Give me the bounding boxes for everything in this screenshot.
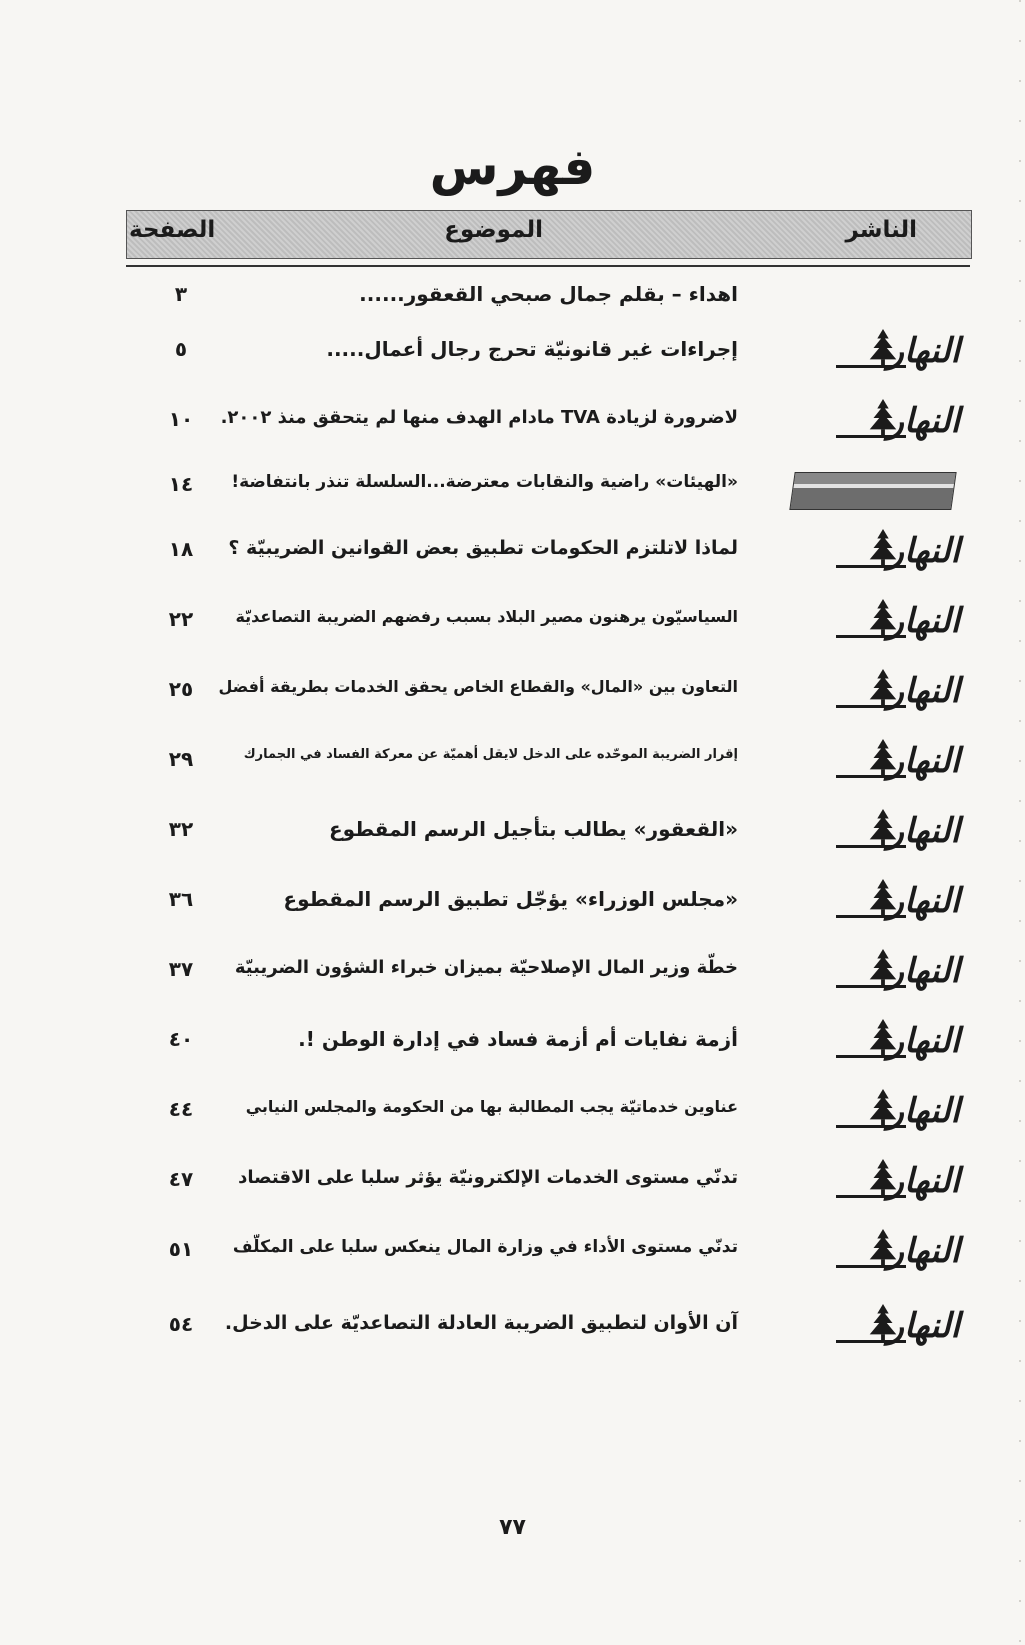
page-cell: ٥١ — [168, 1237, 194, 1261]
topic-cell: تدنّي مستوى الأداء في وزارة المال ينعكس سلبا على المكلّف — [232, 1237, 738, 1257]
table-row — [126, 875, 970, 935]
publisher-logo-text: النهار — [887, 1091, 960, 1131]
table-row — [126, 595, 970, 655]
page-cell: ٣٦ — [168, 887, 194, 911]
publisher-cell — [794, 527, 964, 577]
publisher-logo-text: النهار — [887, 401, 960, 441]
topic-cell: «الهيئات» راضية والنقابات معترضة...السلسلة تنذر بانتفاضة! — [231, 472, 738, 492]
publisher-cell — [794, 877, 964, 927]
publisher-logo-text: النهار — [887, 601, 960, 641]
topic-cell: تدنّي مستوى الخدمات الإلكترونيّة يؤثر سلبا على الاقتصاد — [238, 1167, 738, 1188]
topic-cell: «القعقور» يطالب بتأجيل الرسم المقطوع — [329, 817, 738, 841]
table-row — [126, 1085, 970, 1145]
publisher-logo-text: النهار — [887, 531, 960, 571]
table-row — [126, 1155, 970, 1215]
topic-cell: التعاون بين «المال» والقطاع الخاص يحقق الخدمات بطريقة أفضل — [218, 677, 738, 696]
topic-cell: إجراءات غير قانونيّة تحرج رجال أعمال..... — [326, 337, 738, 361]
header-page: الصفحة — [129, 217, 216, 243]
publisher-logo-text: النهار — [887, 1021, 960, 1061]
publisher-cell — [794, 1157, 964, 1207]
topic-cell: «مجلس الوزراء» يؤجّل تطبيق الرسم المقطوع — [283, 887, 738, 911]
publisher-cell — [794, 947, 964, 997]
publisher-cell — [794, 272, 964, 322]
topic-cell: آن الأوان لتطبيق الضريبة العادلة التصاعديّة على الدخل. — [224, 1312, 738, 1334]
topic-cell: السياسيّون يرهنون مصير البلاد بسبب رفضهم الضريبة التصاعديّة — [235, 607, 738, 626]
page-cell: ١٨ — [168, 537, 194, 561]
topic-cell: خطّة وزير المال الإصلاحيّة بميزان خبراء الشؤون الضريبيّة — [234, 957, 738, 978]
header-topic: الموضوع — [444, 217, 543, 243]
publisher-logo-text: النهار — [887, 741, 960, 781]
publisher-logo-text: النهار — [887, 1231, 960, 1271]
newspaper-masthead-image — [789, 472, 956, 510]
table-row — [126, 805, 970, 865]
publisher-logo-text: النهار — [887, 811, 960, 851]
page-cell: ٤٤ — [168, 1097, 194, 1121]
page-cell: ١٠ — [168, 407, 194, 431]
publisher-cell — [794, 1302, 964, 1352]
topic-cell: أزمة نفايات أم أزمة فساد في إدارة الوطن !. — [298, 1027, 738, 1051]
table-row — [126, 395, 970, 455]
table-row — [126, 735, 970, 795]
table-row — [126, 1225, 970, 1285]
topic-cell: اهداء – بقلم جمال صبحي القعقور...... — [359, 282, 738, 306]
publisher-cell — [794, 737, 964, 787]
page-cell: ٣٧ — [168, 957, 194, 981]
table-row — [126, 525, 970, 585]
table-row — [126, 665, 970, 725]
topic-cell: عناوين خدماتيّة يجب المطالبة بها من الحكومة والمجلس النيابي — [245, 1097, 738, 1116]
publisher-cell — [794, 397, 964, 447]
publisher-logo-text: النهار — [887, 1306, 960, 1346]
margin-decoration — [1019, 0, 1021, 1645]
header-publisher: الناشر — [845, 217, 917, 243]
topic-cell: لماذا لاتلتزم الحكومات تطبيق بعض القوانين الضريبيّة ؟ — [228, 537, 738, 559]
page-cell: ٤٧ — [168, 1167, 194, 1191]
publisher-cell — [794, 1017, 964, 1067]
page-cell: ٥٤ — [168, 1312, 194, 1336]
header-divider — [126, 265, 970, 267]
publisher-logo-text: النهار — [887, 671, 960, 711]
topic-cell: إقرار الضريبة الموحّده على الدخل لايقل أهميّة عن معركة الفساد في الجمارك — [243, 747, 738, 762]
table-row — [126, 1300, 970, 1360]
topic-cell: لاضرورة لزيادة TVA مادام الهدف منها لم يتحقق منذ ٢٠٠٢. — [220, 407, 738, 428]
publisher-cell — [794, 807, 964, 857]
table-row — [126, 270, 970, 330]
table-row — [126, 945, 970, 1005]
table-row — [126, 1015, 970, 1075]
page-cell: ٢٩ — [168, 747, 194, 771]
publisher-logo-text: النهار — [887, 881, 960, 921]
table-row — [126, 325, 970, 385]
page-cell: ٣ — [174, 282, 188, 306]
page-cell: ٢٥ — [168, 677, 194, 701]
page-cell: ٣٢ — [168, 817, 194, 841]
publisher-cell — [794, 667, 964, 717]
page-cell: ٥ — [174, 337, 188, 361]
publisher-logo-text: النهار — [887, 1161, 960, 1201]
page-cell: ٢٢ — [168, 607, 194, 631]
page-cell: ٤٠ — [168, 1027, 194, 1051]
publisher-logo-text: النهار — [887, 951, 960, 991]
publisher-cell — [794, 597, 964, 647]
table-row — [126, 460, 970, 520]
publisher-cell — [794, 1227, 964, 1277]
publisher-logo-text: النهار — [887, 331, 960, 371]
table-header — [126, 210, 972, 259]
page-title: فهرس — [429, 138, 596, 196]
publisher-cell — [794, 462, 964, 512]
page-cell: ١٤ — [168, 472, 194, 496]
footer-page-number: ٧٧ — [499, 1515, 526, 1540]
publisher-cell — [794, 327, 964, 377]
publisher-cell — [794, 1087, 964, 1137]
